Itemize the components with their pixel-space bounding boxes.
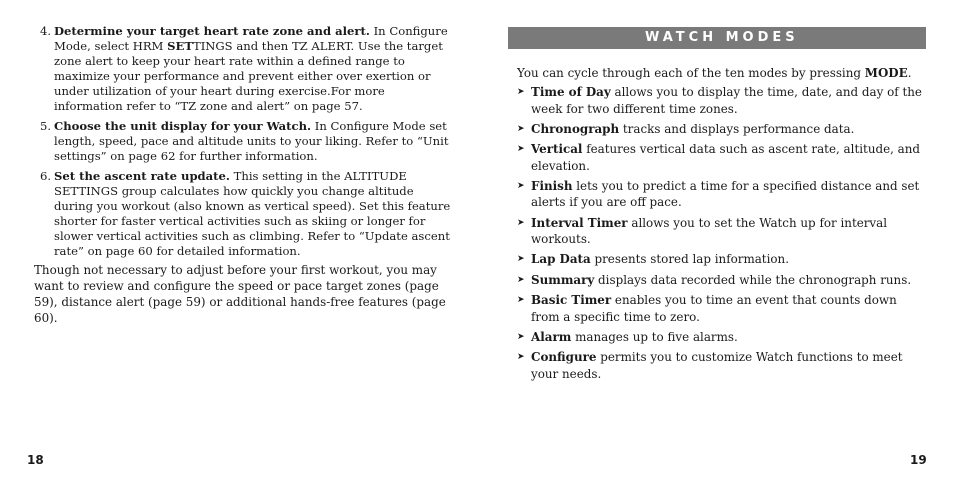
mode-name: Basic Timer [531, 293, 612, 308]
step-number: 6. [40, 169, 52, 183]
closing-paragraph: Though not necessary to adjust before your first workout, you may want to review and configure the speed or pace target zones (page 59), distance alert (page 59) or additional hands-free features (page 60). [34, 263, 446, 325]
step-item [36, 119, 454, 164]
setup-steps-list [36, 24, 454, 264]
page-number-left: 18 [27, 453, 44, 467]
step-text: In Configure Mode, select HRM [54, 24, 448, 53]
step-text: This setting in the ALTITUDE SETTINGS group calculates how quickly you change altitude during you workout (also known as vertical speed). Set this feature shorter for faster vertical activities such as skiing or longer for slower vertical activities such as climbing. Refer to “Update ascent rate” on page 60 for detailed information. [54, 169, 451, 258]
arrow-bullet-icon: ➤ [517, 87, 525, 97]
step-item [36, 24, 454, 114]
step-bold-inline: SET [167, 39, 193, 53]
step-number: 5. [40, 119, 52, 133]
arrow-bullet-icon: ➤ [517, 180, 525, 191]
arrow-bullet-icon: ➤ [517, 352, 525, 363]
step-title: Determine your target heart rate zone and alert. [54, 24, 370, 38]
step-item [36, 169, 454, 259]
mode-item-finish [517, 178, 929, 211]
mode-name: Chronograph [531, 121, 620, 136]
arrow-bullet-icon: ➤ [517, 331, 525, 342]
mode-desc: allows you to set the Watch up for interval workouts. [531, 215, 888, 247]
intro-end: . [907, 66, 912, 80]
page-number-right: 19 [910, 453, 927, 467]
step-title: Set the ascent rate update. [54, 169, 230, 183]
intro-text: You can cycle through each of the ten modes by pressing [517, 66, 865, 80]
mode-item-basic-timer [517, 292, 929, 325]
arrow-bullet-icon: ➤ [517, 123, 525, 134]
section-title-bar: WATCH MODES [508, 27, 926, 49]
mode-name: Lap Data [531, 252, 591, 267]
step-number: 4. [40, 24, 52, 38]
arrow-bullet-icon: ➤ [517, 295, 525, 306]
step-title: Choose the unit display for your Watch. [54, 119, 312, 133]
step-text-after: TINGS and then TZ ALERT. Use the target zone alert to keep your heart rate within a defined range to maximize your performance and prevent either over exertion or under utilization of your heart during exercise.For more information refer to “TZ zone and alert” on page 57. [54, 39, 443, 113]
mode-item-summary [517, 272, 929, 289]
mode-desc: displays data recorded while the chronograph runs. [594, 272, 912, 287]
mode-item-lap-data [517, 251, 929, 268]
mode-desc: lets you to predict a time for a specified distance and set alerts if you are off pace. [531, 178, 920, 210]
watch-modes-list [517, 84, 929, 386]
right-page [477, 0, 954, 477]
mode-item-chronograph [517, 121, 929, 138]
arrow-bullet-icon: ➤ [517, 144, 525, 155]
arrow-bullet-icon: ➤ [517, 274, 525, 285]
mode-name: Time of Day [531, 85, 611, 99]
intro-mode-key: MODE [864, 66, 908, 80]
step-text: In Configure Mode set length, speed, pace and altitude units to your liking. Refer to “Unit settings” on page 62 for further information. [54, 119, 449, 163]
arrow-bullet-icon: ➤ [517, 254, 525, 265]
mode-desc: permits you to customize Watch functions to meet your needs. [531, 350, 903, 381]
arrow-bullet-icon: ➤ [517, 217, 525, 228]
mode-name: Configure [531, 350, 597, 365]
mode-item-time-of-day [517, 84, 929, 117]
mode-name: Interval Timer [531, 215, 628, 230]
mode-name: Summary [531, 272, 595, 287]
intro-paragraph [517, 65, 927, 81]
mode-name: Finish [531, 178, 573, 193]
mode-desc: tracks and displays performance data. [619, 121, 855, 136]
mode-desc: allows you to display the time, date, and day of the week for two different time zones. [531, 85, 922, 116]
mode-desc: manages up to five alarms. [571, 329, 738, 344]
mode-item-configure [517, 349, 929, 382]
mode-desc: enables you to time an event that counts down from a specific time to zero. [531, 293, 897, 324]
mode-desc: presents stored lap information. [590, 252, 789, 267]
mode-name: Alarm [531, 329, 572, 344]
mode-desc: features vertical data such as ascent rate, altitude, and elevation. [531, 142, 921, 173]
mode-item-alarm [517, 329, 929, 346]
mode-item-interval-timer [517, 215, 929, 248]
mode-item-vertical [517, 141, 929, 174]
mode-name: Vertical [531, 142, 583, 157]
